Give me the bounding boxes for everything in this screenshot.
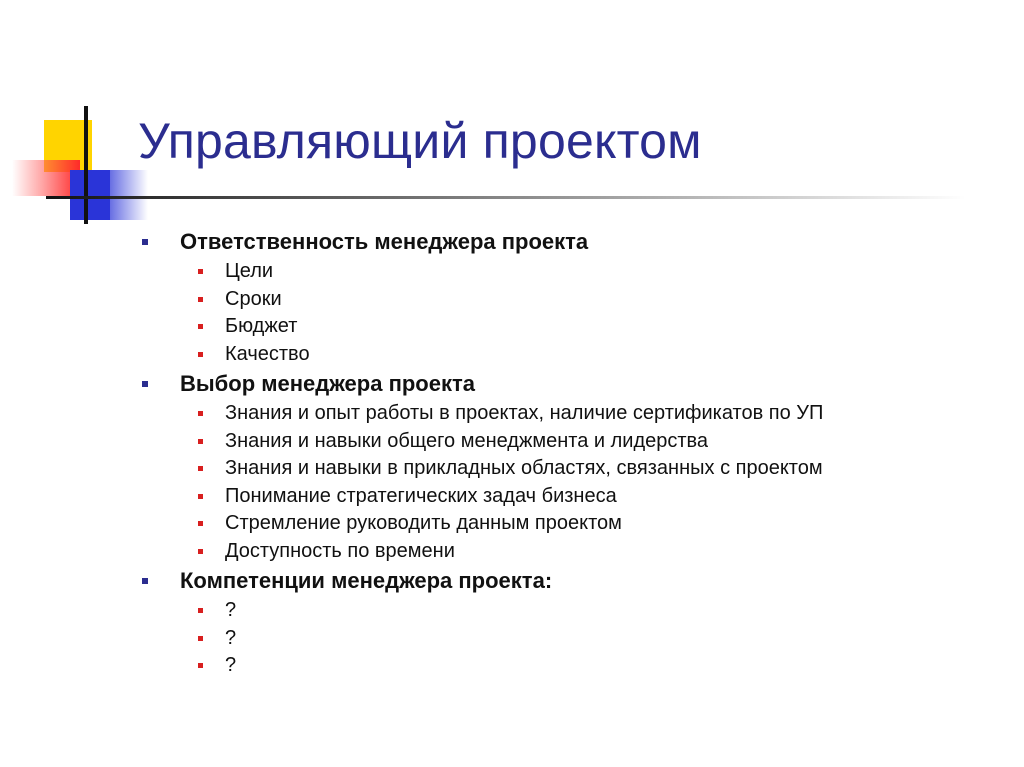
square-bullet-icon	[198, 494, 203, 499]
slide-title: Управляющий проектом	[138, 113, 702, 169]
list-item-text: Стремление руководить данным проектом	[225, 512, 622, 534]
section-heading-text: Выбор менеджера проекта	[180, 371, 476, 396]
square-bullet-icon	[198, 549, 203, 554]
list-item	[138, 341, 998, 369]
list-item	[138, 652, 998, 680]
list-item-text: Знания и опыт работы в проектах, наличие сертификатов по УП	[225, 402, 824, 424]
square-bullet-icon	[142, 239, 148, 245]
list-item	[138, 538, 998, 566]
section-heading	[138, 226, 998, 258]
list-item	[138, 258, 998, 286]
decor-blue-fade	[108, 170, 148, 220]
decor-vertical-line	[84, 106, 88, 224]
list-item	[138, 286, 998, 314]
list-item-text: Доступность по времени	[225, 539, 455, 562]
square-bullet-icon	[198, 411, 203, 416]
list-item	[138, 313, 998, 341]
list-item	[138, 597, 998, 625]
square-bullet-icon	[142, 578, 148, 584]
square-bullet-icon	[198, 324, 203, 329]
list-item-text: Сроки	[225, 287, 282, 310]
list-item-text: Знания и навыки общего менеджмента и лидерства	[225, 429, 709, 452]
square-bullet-icon	[198, 439, 203, 444]
list-item-text: ?	[225, 654, 237, 676]
list-item	[138, 400, 998, 428]
section-heading-text: Ответственность менеджера проекта	[180, 229, 589, 254]
square-bullet-icon	[198, 269, 203, 274]
list-item-text: Качество	[225, 342, 310, 365]
section-heading-text: Компетенции менеджера проекта:	[180, 568, 553, 593]
square-bullet-icon	[142, 381, 148, 387]
title-underline	[46, 196, 966, 199]
section-heading	[138, 565, 998, 597]
list-item	[138, 483, 998, 511]
bullet-list	[138, 226, 998, 680]
square-bullet-icon	[198, 521, 203, 526]
square-bullet-icon	[198, 352, 203, 357]
list-item-text: Цели	[225, 260, 274, 282]
decor-blue-square	[70, 170, 110, 220]
list-item-text: Знания и навыки в прикладных областях, связанных с проектом	[225, 457, 823, 479]
list-item	[138, 428, 998, 456]
square-bullet-icon	[198, 466, 203, 471]
list-item	[138, 455, 998, 483]
list-item	[138, 625, 998, 653]
square-bullet-icon	[198, 608, 203, 613]
square-bullet-icon	[198, 297, 203, 302]
list-item-text: ?	[225, 626, 237, 649]
list-item-text: ?	[225, 599, 237, 621]
square-bullet-icon	[198, 636, 203, 641]
list-item	[138, 510, 998, 538]
section-heading	[138, 368, 998, 400]
square-bullet-icon	[198, 663, 203, 668]
list-item-text: Понимание стратегических задач бизнеса	[225, 484, 617, 507]
list-item-text: Бюджет	[225, 315, 298, 337]
